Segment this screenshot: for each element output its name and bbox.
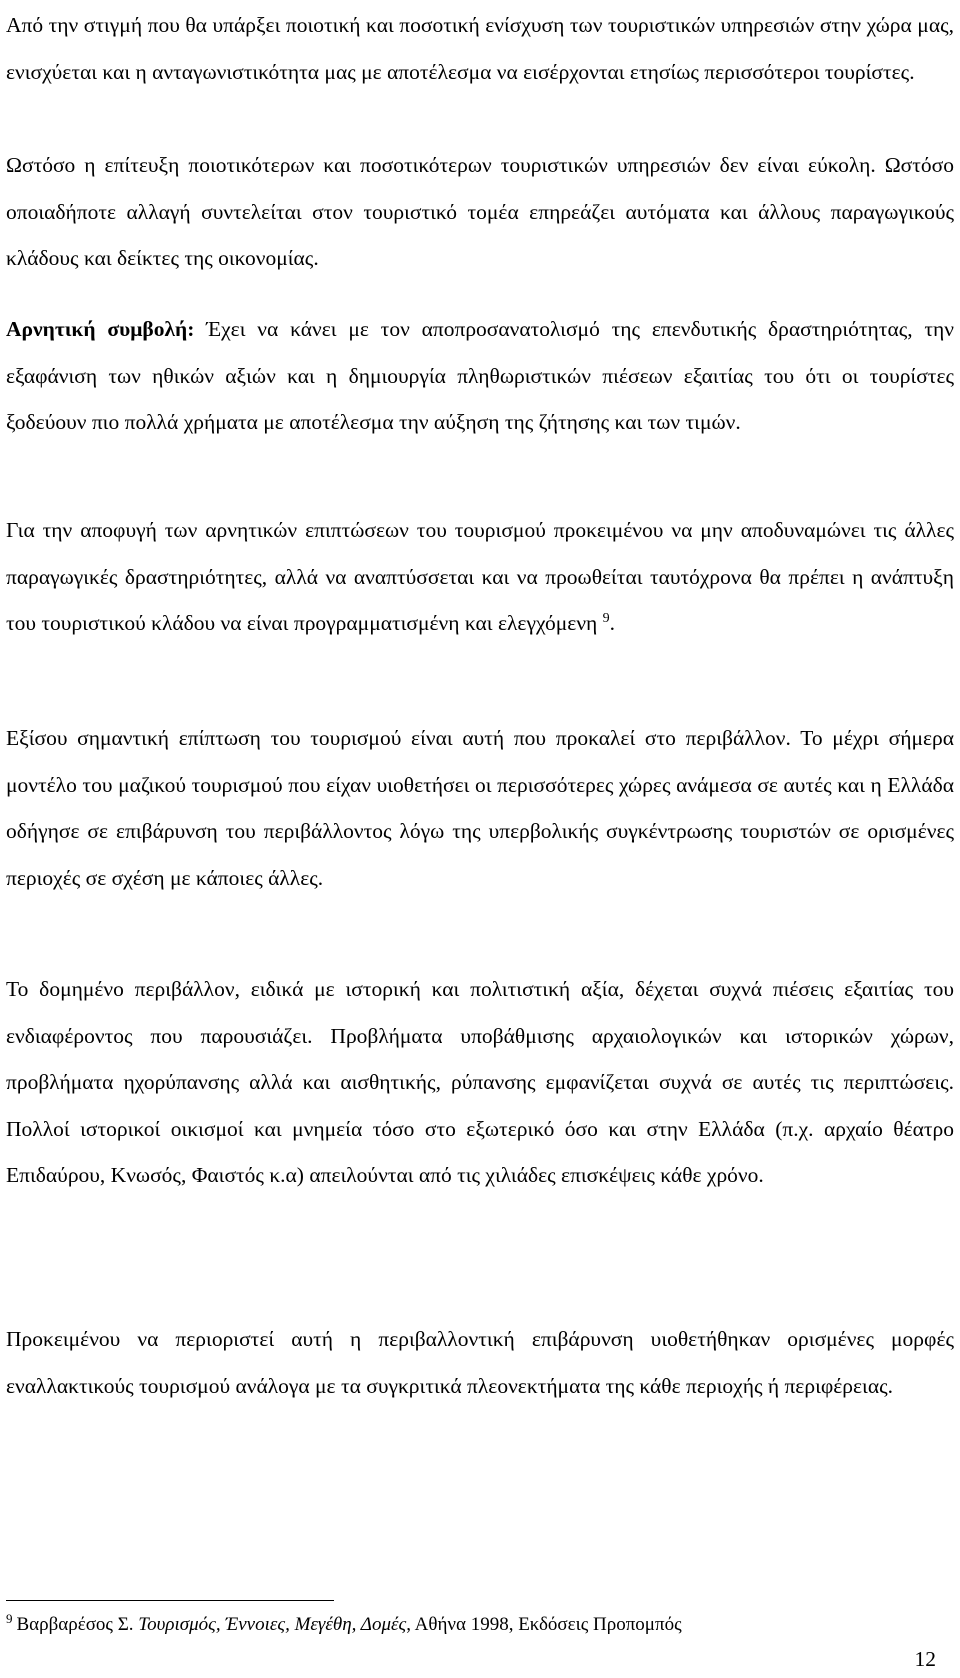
footnote-publication: , Αθήνα 1998, Εκδόσεις Προπομπός: [406, 1614, 682, 1635]
paragraph-6: Το δομημένο περιβάλλον, ειδικά με ιστορική και πολιτιστική αξία, δέχεται συχνά πιέσεις εξαιτίας του ενδιαφέροντος που παρουσιάζει. Προβλήματα υποβάθμισης αρχαιολογικών και ιστορικών χώρων, προβλήματα ηχορύπανσης αλλά και αισθητικής, ρύπανσης εμφανίζεται συχνά σε αυτές τις περιπτώσεις. Πολλοί ιστορικοί οικισμοί και μνημεία τόσο στο εξωτερικό όσο και στην Ελλάδα (π.χ. αρχαίο θέατρο Επιδαύρου, Κνωσός, Φαιστός κ.α) απειλούνται από τις χιλιάδες επισκέψεις κάθε χρόνο.: [6, 977, 954, 1187]
paragraph-4: [6, 507, 954, 647]
footnote-author: Βαρβαρέσος Σ.: [16, 1614, 134, 1635]
paragraph-4-text: Για την αποφυγή των αρνητικών επιπτώσεων του τουρισμού προκειμένου να μην αποδυναμώνει τις άλλες παραγωγικές δραστηριότητες, αλλά να αναπτύσσεται και να προωθείται ταυτόχρονα θα πρέπει η ανάπτυξη του τουριστικού κλάδου να είναι προγραμματισμένη και ελεγχόμενη: [6, 518, 954, 635]
footnote-reference[interactable]: 9: [602, 610, 610, 626]
page-number: 12: [914, 1647, 936, 1671]
paragraph-3-text: Έχει να κάνει με τον αποπροσανατολισμό της επενδυτικής δραστηριότητας, την εξαφάνιση των ηθικών αξιών και η δημιουργία πληθωριστικών πιέσεων εξαιτίας του ότι οι τουρίστες ξοδεύουν πιο πολλά χρήματα με αποτέλεσμα την αύξηση της ζήτησης και των τιμών.: [6, 317, 954, 434]
footnote: [6, 1612, 906, 1638]
negative-contribution-label: Αρνητική συμβολή:: [6, 317, 195, 341]
paragraph-3: [6, 306, 954, 446]
paragraph-5: Εξίσου σημαντική επίπτωση του τουρισμού είναι αυτή που προκαλεί στο περιβάλλον. Το μέχρι σήμερα μοντέλο του μαζικού τουρισμού που είχαν υιοθετήσει οι περισσότερες χώρες ανάμεσα σε αυτές και η Ελλάδα οδήγησε σε επιβάρυνση του περιβάλλοντος λόγω της υπερβολικής συγκέντρωσης τουριστών σε ορισμένες περιοχές σε σχέση με κάποιες άλλες.: [6, 726, 954, 890]
footnote-separator: [6, 1600, 334, 1601]
paragraph-7: Προκειμένου να περιοριστεί αυτή η περιβαλλοντική επιβάρυνση υιοθετήθηκαν ορισμένες μορφές εναλλακτικούς τουρισμού ανάλογα με τα συγκριτικά πλεονεκτήματα της κάθε περιοχής ή περιφέρειας.: [6, 1327, 954, 1398]
footnote-number: 9: [6, 1610, 13, 1626]
paragraph-1: Από την στιγμή που θα υπάρξει ποιοτική και ποσοτική ενίσχυση των τουριστικών υπηρεσιών στην χώρα μας, ενισχύεται και η ανταγωνιστικότητα μας με αποτέλεσμα να εισέρχονται ετησίως περισσότεροι τουρίστες.: [6, 13, 954, 84]
paragraph-4-end: .: [609, 611, 616, 635]
paragraph-2: Ωστόσο η επίτευξη ποιοτικότερων και ποσοτικότερων τουριστικών υπηρεσιών δεν είναι εύκολη. Ωστόσο οποιαδήποτε αλλαγή συντελείται στον τουριστικό τομέα επηρεάζει αυτόματα και άλλους παραγωγικούς κλάδους και δείκτες της οικονομίας.: [6, 153, 954, 270]
footnote-title: Τουρισμός, Έννοιες, Μεγέθη, Δομές: [138, 1614, 407, 1635]
